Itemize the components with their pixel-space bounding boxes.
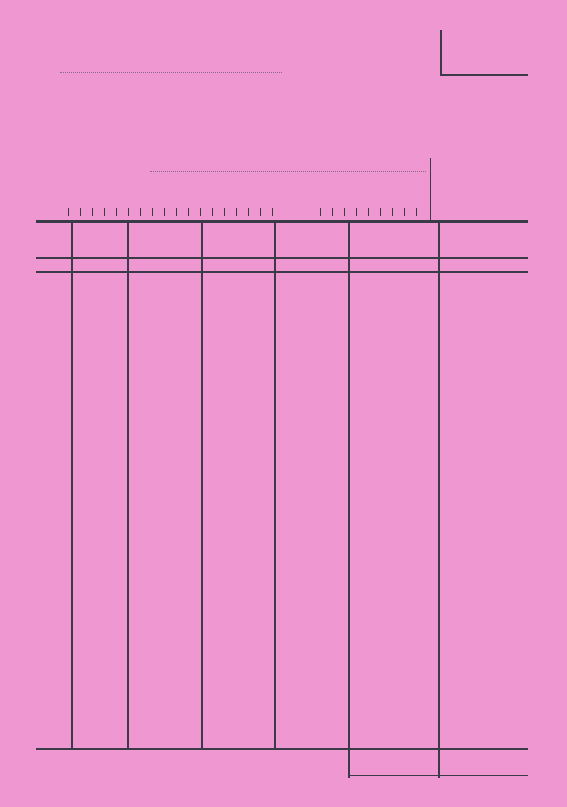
col-divider-5 — [348, 222, 350, 778]
table-bottom-rule — [36, 748, 528, 750]
col-divider-6 — [438, 222, 440, 778]
col-divider-1 — [71, 222, 73, 749]
karten-box-bottom — [440, 74, 528, 76]
number-rule — [36, 271, 528, 273]
col-divider-3 — [201, 222, 203, 749]
col-divider-2 — [127, 222, 129, 749]
col-divider-4 — [274, 222, 276, 749]
de-field-line[interactable] — [60, 72, 282, 73]
header-rule — [36, 257, 528, 259]
carry-over-underline[interactable] — [348, 775, 528, 776]
artikelbezeichnung-field-line[interactable] — [150, 171, 426, 172]
mengeneinheit-divider — [430, 158, 431, 222]
karten-box-left — [440, 30, 442, 76]
table-top-rule — [36, 220, 528, 223]
